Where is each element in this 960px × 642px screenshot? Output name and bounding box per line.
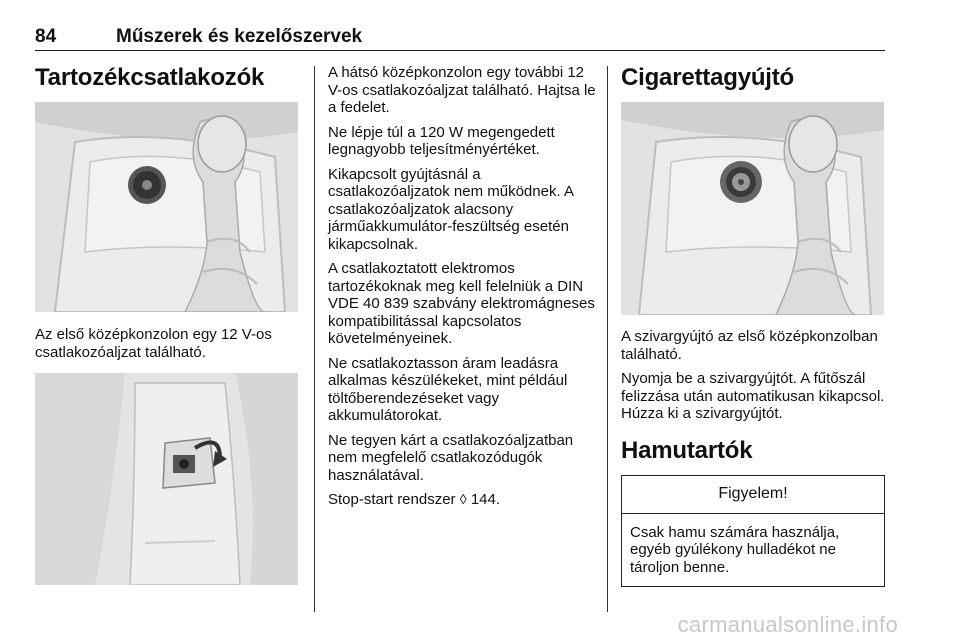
- photo-front-power-socket: [35, 102, 298, 312]
- photo-cigarette-lighter: [621, 102, 884, 315]
- column-middle: [328, 56, 596, 516]
- paragraph: A hátsó középkonzolon egy további 12 V-os csatlakozóaljzat található. Hajtsa le a fedelet.: [328, 64, 596, 116]
- paragraph: Nyomja be a szivargyújtót. A fűtőszál felizzása után automatikusan kikapcsol. Húzza ki a szivargyújtót.: [621, 370, 885, 422]
- photo-rear-power-socket: [35, 373, 298, 585]
- paragraph: Ne csatlakoztasson áram leadásra alkalmas készülékeket, mint például töltőberendezéseket vagy akkumulátorokat.: [328, 354, 568, 424]
- column-right: [621, 56, 887, 587]
- page-number: 84: [35, 26, 57, 47]
- watermark: carmanualsonline.info: [677, 612, 898, 637]
- reference-arrow-icon: ◊: [459, 491, 467, 507]
- paragraph: Ne tegyen kárt a csatlakozóaljzatban nem megfelelő csatlakozódugók használatával.: [328, 431, 574, 484]
- stopstart-page-ref: 144.: [470, 491, 501, 508]
- paragraph: A csatlakoztatott elektromos tartozékoknak meg kell felelniük a DIN VDE 40 839 szabvány elektromágneses kompatibilitással kapcsolatos követelményeinek.: [328, 260, 595, 347]
- page-header: [35, 21, 885, 51]
- notice-box: [621, 475, 885, 588]
- caption-front-socket: Az első középkonzolon egy 12 V-os csatlakozóaljzat található.: [35, 326, 272, 361]
- paragraph: Ne lépje túl a 120 W megengedett legnagyobb teljesítményértéket.: [328, 123, 555, 158]
- cross-reference-stopstart[interactable]: [328, 491, 596, 509]
- column-divider-1: [314, 66, 315, 612]
- section-heading-cigarette-lighter: Cigarettagyújtó: [621, 64, 795, 91]
- stopstart-label: Stop-start rendszer: [328, 491, 456, 508]
- chapter-title: Műszerek és kezelőszervek: [116, 26, 363, 47]
- paragraph: Kikapcsolt gyújtásnál a csatlakozóaljzatok nem működnek. A csatlakozóaljzatok alacsony járműakkumulátor-feszültség esetén kikapcsolnak.: [328, 165, 574, 253]
- caption-cigarette-lighter: A szivargyújtó az első középkonzolban található.: [621, 328, 878, 363]
- column-left: [35, 56, 300, 585]
- notice-title: Figyelem!: [622, 476, 884, 514]
- column-divider-2: [607, 66, 608, 612]
- notice-body: Csak hamu számára használja, egyéb gyúlékony hulladékot ne tároljon benne.: [630, 523, 840, 576]
- section-heading-accessory-sockets: Tartozékcsatlakozók: [35, 64, 265, 91]
- section-heading-ashtrays: Hamutartók: [621, 436, 753, 464]
